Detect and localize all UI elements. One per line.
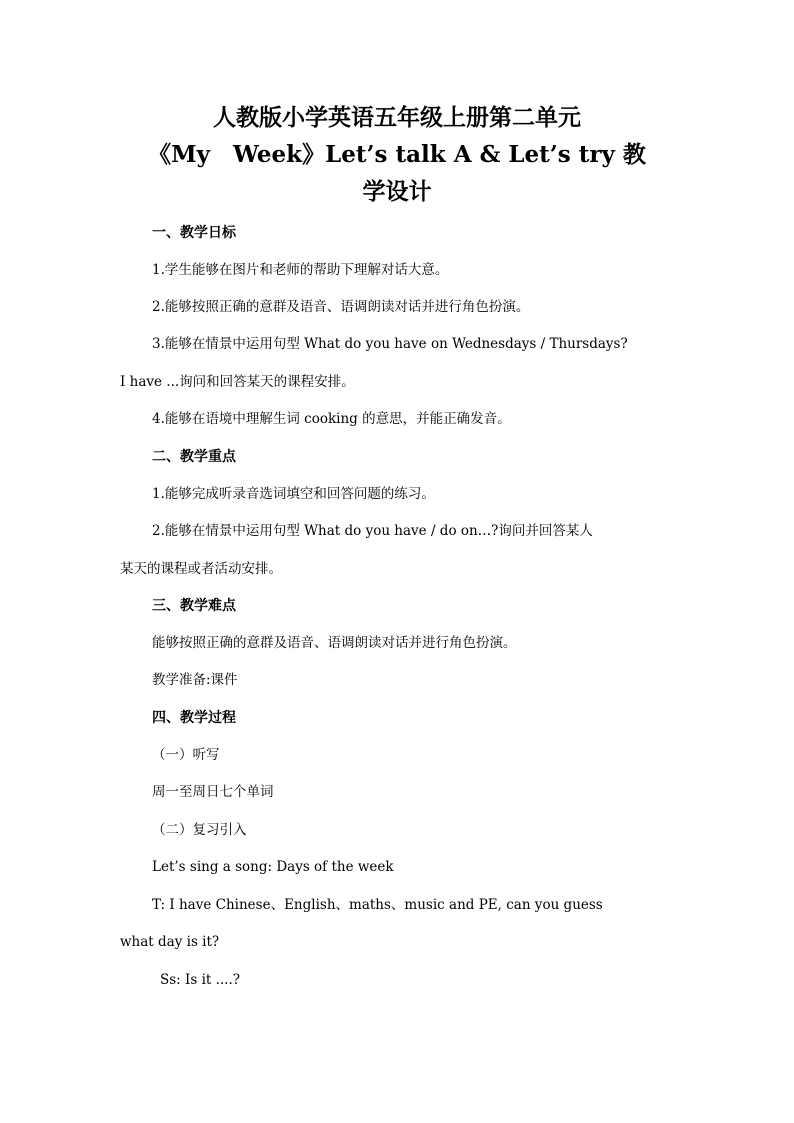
section-heading-objectives: 一、教学日标 xyxy=(152,225,236,241)
process-teacher-line-1: T: I have Chinese、English、maths、music and PE, can you guess xyxy=(152,897,603,913)
process-song-line: Let’s sing a song: Days of the week xyxy=(152,859,394,875)
key-point-item-2-line-2: 某天的课程或者活动安排。 xyxy=(120,561,282,577)
difficulty-item-1: 能够按照正确的意群及语音、语调朗读对话并进行角色扮演。 xyxy=(152,635,517,651)
key-point-item-2-line-1: 2.能够在情景中运用句型 What do you have / do on…?询问并回答某人 xyxy=(152,523,593,539)
process-dictation-text: 周一至周日七个单词 xyxy=(152,784,274,800)
objective-item-3-line-2: I have ...询问和回答某天的课程安排。 xyxy=(120,374,355,390)
key-point-item-1: 1.能够完成听录音选词填空和回答问题的练习。 xyxy=(152,486,435,502)
document-title-line-2: 《My Week》Let’s talk A & Let’s try 教 xyxy=(148,141,646,168)
teaching-preparation: 教学准备:课件 xyxy=(152,672,238,688)
objective-item-3-line-1: 3.能够在情景中运用句型 What do you have on Wednesdays / Thursdays? xyxy=(152,336,628,352)
section-heading-process: 四、教学过程 xyxy=(152,710,236,726)
document-title-line-3: 学设计 xyxy=(362,178,432,205)
section-heading-key-points: 二、教学重点 xyxy=(152,449,236,465)
objective-item-1: 1.学生能够在图片和老师的帮助下理解对话大意。 xyxy=(152,262,449,278)
process-subheading-dictation: （一）听写 xyxy=(152,747,220,763)
objective-item-4: 4.能够在语境中理解生词 cooking 的意思，并能正确发音。 xyxy=(152,411,511,427)
section-heading-difficulties: 三、教学难点 xyxy=(152,598,236,614)
document-title-line-1: 人教版小学英语五年级上册第二单元 xyxy=(213,104,581,131)
process-students-line: Ss: Is it ....? xyxy=(160,972,241,988)
objective-item-2: 2.能够按照正确的意群及语音、语调朗读对话并进行角色扮演。 xyxy=(152,299,530,315)
process-subheading-review: （二）复习引入 xyxy=(152,822,247,838)
process-teacher-line-2: what day is it? xyxy=(120,934,220,950)
